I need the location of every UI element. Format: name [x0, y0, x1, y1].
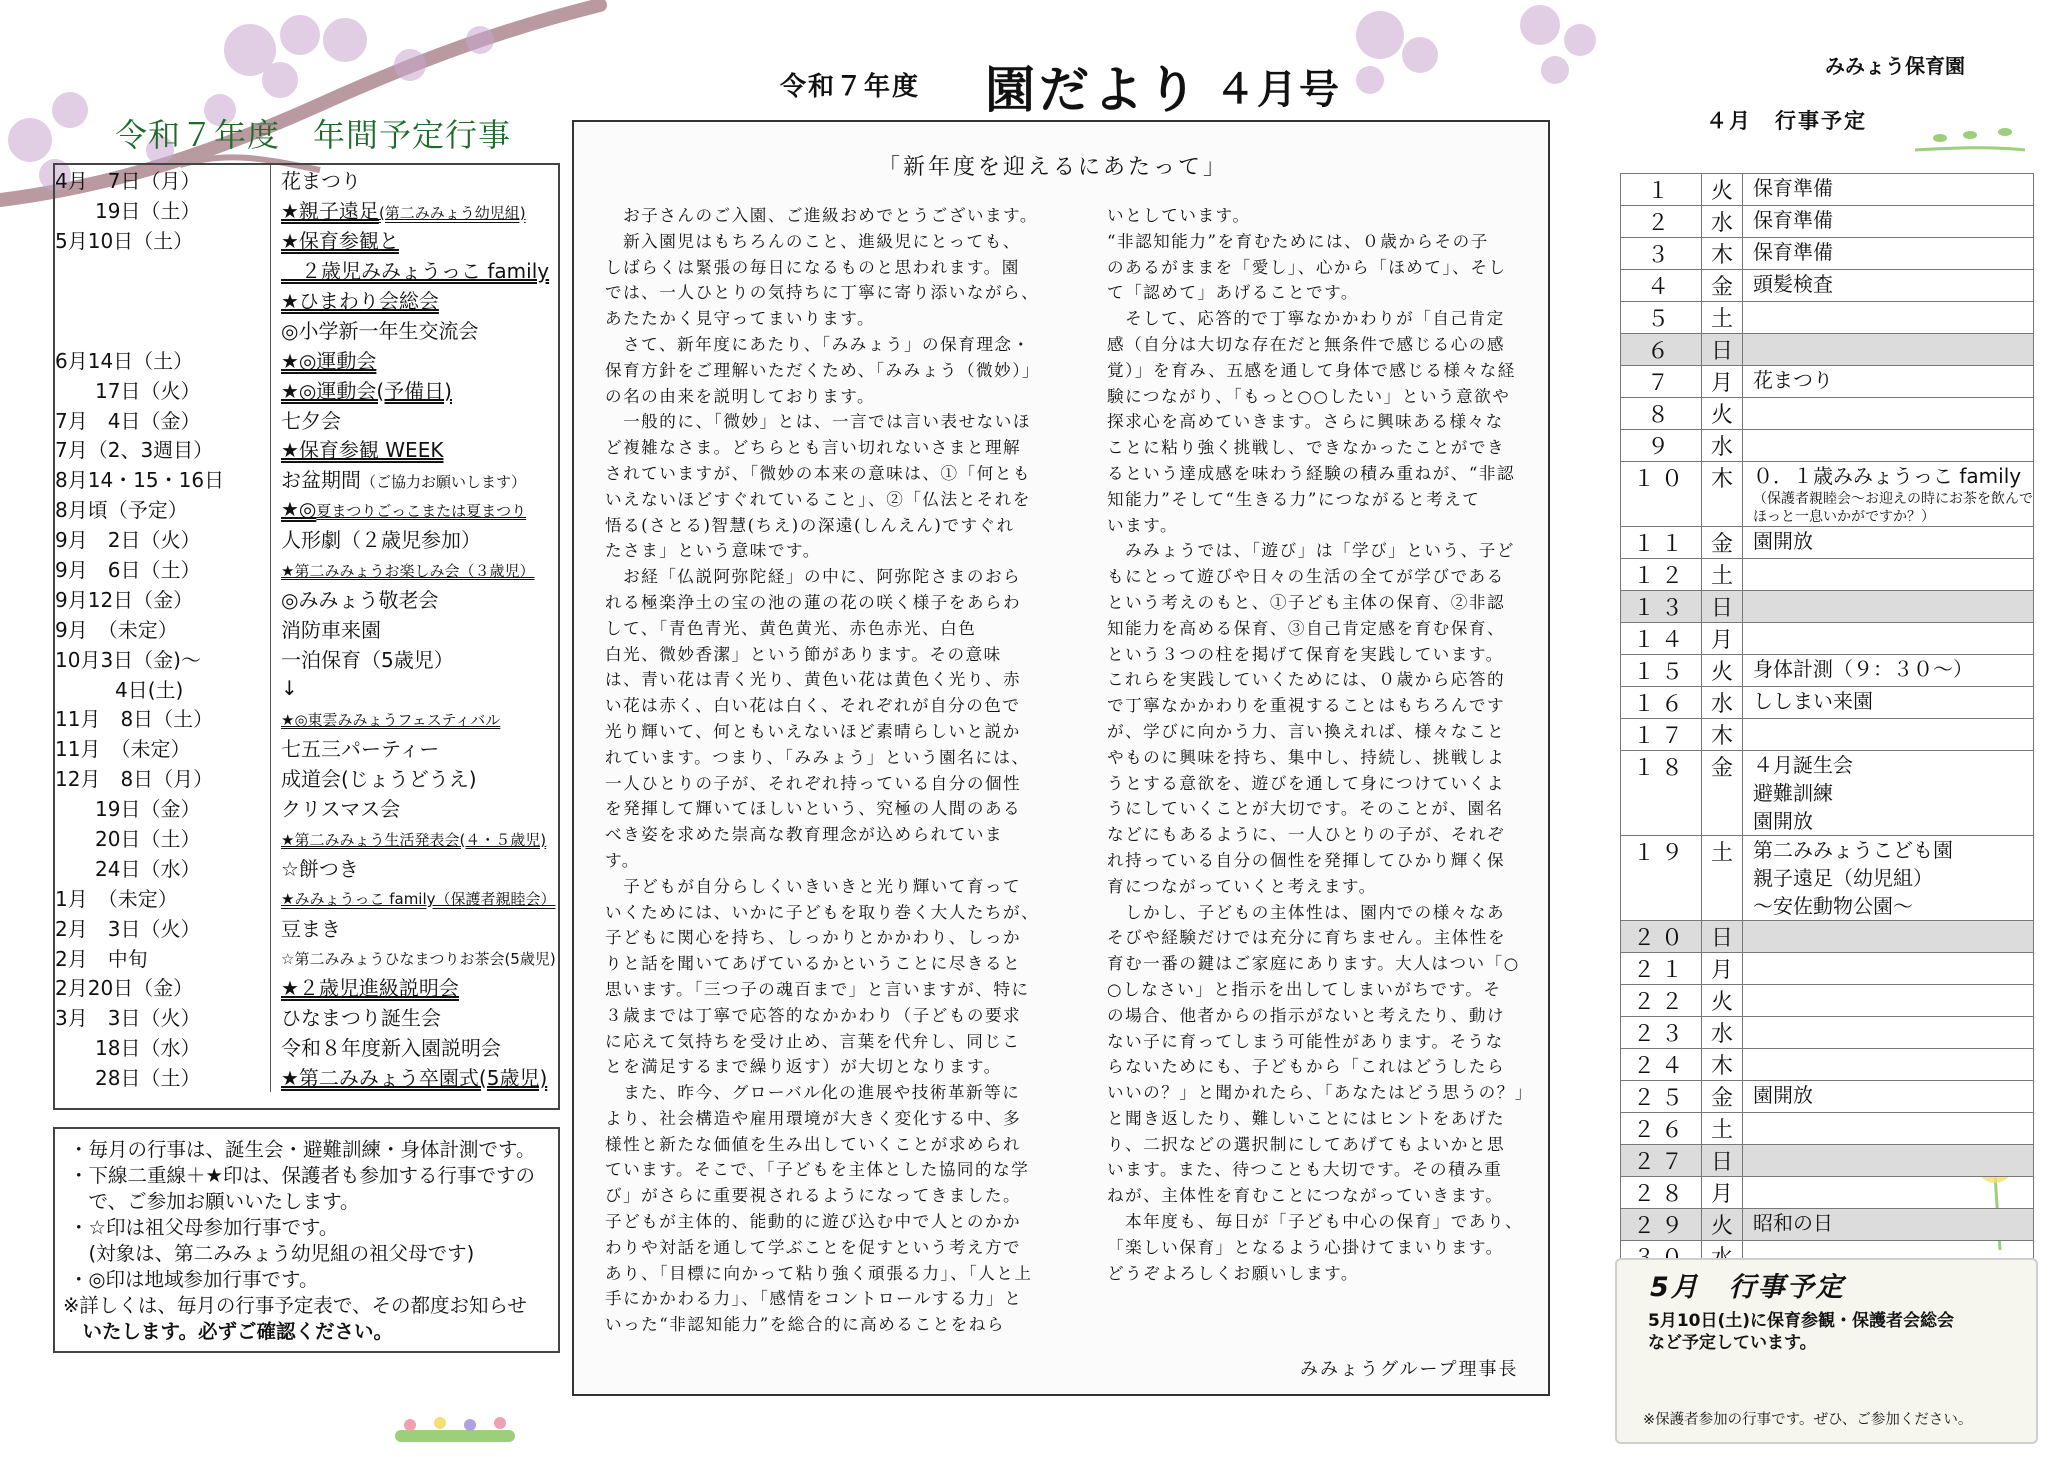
annual-row — [55, 1062, 558, 1092]
annual-event: ★保育参観 WEEK — [281, 438, 444, 463]
april-day: １０ — [1621, 462, 1702, 527]
annual-event-cell — [271, 852, 559, 882]
april-event: 昭和の日 — [1753, 1211, 1833, 1235]
annual-date: 8月14・15・16日 — [55, 464, 271, 494]
april-event-cell — [1743, 687, 2034, 719]
april-day: ２３ — [1621, 1017, 1702, 1049]
annual-row — [55, 374, 558, 404]
annual-event: 花まつり — [281, 169, 361, 194]
april-weekday: 金 — [1702, 751, 1743, 836]
april-weekday: 木 — [1702, 238, 1743, 270]
april-row — [1621, 430, 2034, 462]
annual-row — [55, 583, 558, 613]
annual-date: 9月 2日（火） — [55, 524, 271, 554]
april-row — [1621, 591, 2034, 623]
annual-row — [55, 195, 558, 225]
annual-date: 19日（金） — [55, 793, 271, 823]
annual-row — [55, 434, 558, 464]
april-day: ２６ — [1621, 1113, 1702, 1145]
april-weekday: 土 — [1702, 302, 1743, 334]
april-day: ２ — [1621, 206, 1702, 238]
annual-event: ★２歳児進級説明会 — [281, 976, 459, 1001]
april-row — [1621, 527, 2034, 559]
annual-date: 10月3日（金)～ — [55, 643, 271, 673]
april-weekday: 土 — [1702, 1113, 1743, 1145]
sprout-illustration — [1910, 120, 2030, 170]
annual-date: 4日(土) — [55, 673, 271, 703]
april-day: ８ — [1621, 398, 1702, 430]
annual-event: ★第二みみょう卒園式(5歳児) — [281, 1066, 548, 1091]
april-event-cell — [1743, 921, 2034, 953]
april-event: 園開放 — [1753, 1083, 1813, 1107]
april-row — [1621, 687, 2034, 719]
annual-date: 8月頃（予定） — [55, 494, 271, 524]
april-event-cell — [1743, 462, 2034, 527]
april-weekday: 月 — [1702, 623, 1743, 655]
annual-row — [55, 912, 558, 942]
april-event-cell — [1743, 985, 2034, 1017]
april-event: 園開放 — [1753, 529, 1813, 553]
annual-date — [55, 255, 271, 285]
april-day: ２８ — [1621, 1177, 1702, 1209]
annual-event: ひなまつり誕生会 — [281, 1006, 441, 1031]
april-day: ３ — [1621, 238, 1702, 270]
annual-event: ★第二みみょう生活発表会(４・５歳児) — [281, 830, 547, 849]
may-body-line: など予定しています。 — [1648, 1333, 1817, 1353]
annual-event-cell — [271, 583, 559, 613]
annual-row — [55, 823, 558, 853]
annual-event: ★◎運動会(予備日) — [281, 378, 452, 403]
april-row — [1621, 1017, 2034, 1049]
notes-box — [53, 1127, 560, 1353]
april-weekday: 金 — [1702, 1081, 1743, 1113]
annual-date: 7月（2、3週目） — [55, 434, 271, 464]
april-weekday: 月 — [1702, 1177, 1743, 1209]
april-day: １２ — [1621, 559, 1702, 591]
annual-date: 2月20日（金） — [55, 972, 271, 1002]
april-weekday: 日 — [1702, 1145, 1743, 1177]
april-row — [1621, 836, 2034, 921]
annual-row — [55, 554, 558, 584]
note-line: で、ご参加お願いいたします。 — [69, 1190, 360, 1213]
april-weekday: 水 — [1702, 206, 1743, 238]
april-row — [1621, 559, 2034, 591]
april-day: ２１ — [1621, 953, 1702, 985]
annual-row — [55, 165, 558, 195]
article-heading: 「新年度を迎えるにあたって」 — [878, 155, 1229, 180]
annual-event: ★親子遠足 — [281, 199, 379, 224]
annual-event-cell — [271, 1062, 559, 1092]
annual-row — [55, 285, 558, 315]
annual-event: お盆期間 — [281, 468, 361, 493]
annual-row — [55, 733, 558, 763]
annual-event-cell — [271, 225, 559, 255]
april-weekday: 火 — [1702, 985, 1743, 1017]
annual-event-cell — [271, 255, 559, 285]
annual-event: ★◎運動会 — [281, 348, 377, 373]
annual-event: 豆まき — [281, 916, 341, 941]
annual-event-extra: （ご協力お願いします） — [361, 473, 527, 492]
annual-date: 11月 （未定） — [55, 733, 271, 763]
april-row — [1621, 174, 2034, 206]
blossom-illustration — [1340, 0, 1640, 110]
annual-date: 6月14日（土） — [55, 344, 271, 374]
annual-event: 成道会(じょうどうえ) — [281, 767, 477, 792]
april-day: ２５ — [1621, 1081, 1702, 1113]
annual-row — [55, 673, 558, 703]
annual-date: 5月10日（土） — [55, 225, 271, 255]
annual-date: 2月 中旬 — [55, 942, 271, 972]
april-row — [1621, 334, 2034, 366]
annual-event-cell — [271, 823, 559, 853]
april-day: ２０ — [1621, 921, 1702, 953]
april-row — [1621, 302, 2034, 334]
april-weekday: 土 — [1702, 836, 1743, 921]
annual-event: ◎小学新一年生交流会 — [281, 318, 479, 343]
april-row — [1621, 206, 2034, 238]
annual-event: クリスマス会 — [281, 797, 401, 822]
april-row — [1621, 953, 2034, 985]
april-day: １ — [1621, 174, 1702, 206]
annual-row — [55, 852, 558, 882]
annual-event-cell — [271, 673, 559, 703]
may-note: ※保護者参加の行事です。ぜひ、ご参加ください。 — [1643, 1412, 1973, 1428]
april-event: ０．１歳みみょうっこ family — [1753, 464, 2022, 488]
annual-row — [55, 942, 558, 972]
annual-event-cell — [271, 942, 559, 972]
april-event-cell — [1743, 398, 2034, 430]
april-weekday: 土 — [1702, 559, 1743, 591]
annual-row — [55, 1002, 558, 1032]
annual-event-cell — [271, 285, 559, 315]
annual-row — [55, 613, 558, 643]
annual-date: 28日（土） — [55, 1062, 271, 1092]
annual-date: 1月 （未定） — [55, 882, 271, 912]
april-event: ４月誕生会 避難訓練 園開放 — [1753, 753, 1853, 833]
annual-row — [55, 793, 558, 823]
annual-row — [55, 972, 558, 1002]
annual-event-cell — [271, 1002, 559, 1032]
april-event-cell — [1743, 953, 2034, 985]
may-schedule-title: 5月 行事予定 — [1650, 1272, 1845, 1303]
april-row — [1621, 1049, 2034, 1081]
april-day: ２７ — [1621, 1145, 1702, 1177]
april-day: ２２ — [1621, 985, 1702, 1017]
annual-date: 24日（水） — [55, 852, 271, 882]
school-name: みみょう保育園 — [1825, 54, 1965, 78]
april-event: ししまい来園 — [1753, 689, 1873, 713]
april-row — [1621, 270, 2034, 302]
april-weekday: 火 — [1702, 1209, 1743, 1241]
april-event-note: （保護者親睦会～お迎えの時にお茶を飲んでほっと一息いかがですか？） — [1753, 491, 2033, 525]
april-row — [1621, 623, 2034, 655]
annual-event-cell — [271, 344, 559, 374]
april-event-cell — [1743, 719, 2034, 751]
april-row — [1621, 398, 2034, 430]
april-schedule-table — [1620, 173, 2034, 1302]
annual-event-cell — [271, 524, 559, 554]
page-title: 園だより — [985, 61, 1201, 119]
annual-event: 令和８年度新入園説明会 — [281, 1036, 501, 1061]
annual-date: 18日（水） — [55, 1032, 271, 1062]
april-event-cell — [1743, 623, 2034, 655]
annual-event-cell — [271, 464, 559, 494]
annual-event-cell — [271, 882, 559, 912]
april-weekday: 水 — [1702, 687, 1743, 719]
april-row — [1621, 462, 2034, 527]
note-line: ・下線二重線＋★印は、保護者も参加する行事ですの — [69, 1164, 535, 1187]
april-event-cell — [1743, 302, 2034, 334]
note-line: (対象は、第二みみょう幼児組の祖父母です) — [69, 1242, 475, 1265]
april-event: 保育準備 — [1753, 208, 1833, 232]
annual-date: 9月 （未定） — [55, 613, 271, 643]
april-row — [1621, 655, 2034, 687]
april-event-cell — [1743, 1017, 2034, 1049]
april-event-cell — [1743, 430, 2034, 462]
annual-date — [55, 285, 271, 315]
annual-event-cell — [271, 374, 559, 404]
april-weekday: 火 — [1702, 655, 1743, 687]
april-day: １７ — [1621, 719, 1702, 751]
april-day: ７ — [1621, 366, 1702, 398]
annual-event: ★第二みみょうお楽しみ会（３歳児） — [281, 561, 535, 580]
annual-event: ★ひまわり会総会 — [281, 289, 439, 313]
annual-event: ☆第二みみょうひなまつりお茶会(5歳児) — [281, 950, 556, 969]
annual-event: ↓ — [281, 676, 298, 701]
annual-event: 人形劇（２歳児参加） — [281, 528, 481, 553]
april-day: ４ — [1621, 270, 1702, 302]
april-day: ５ — [1621, 302, 1702, 334]
annual-event-cell — [271, 195, 559, 225]
april-event-cell — [1743, 270, 2034, 302]
april-weekday: 水 — [1702, 430, 1743, 462]
flowers-illustration — [385, 1405, 525, 1455]
april-weekday: 日 — [1702, 921, 1743, 953]
april-event-cell — [1743, 174, 2034, 206]
april-row — [1621, 1113, 2034, 1145]
april-day: １１ — [1621, 527, 1702, 559]
annual-row — [55, 882, 558, 912]
april-event: 頭髪検査 — [1753, 272, 1833, 296]
april-row — [1621, 719, 2034, 751]
april-event-cell — [1743, 559, 2034, 591]
annual-event-cell — [271, 404, 559, 434]
april-day: ６ — [1621, 334, 1702, 366]
annual-date: 3月 3日（火） — [55, 1002, 271, 1032]
april-event-cell — [1743, 655, 2034, 687]
april-weekday: 木 — [1702, 719, 1743, 751]
note-line: ・☆印は祖父母参加行事です。 — [69, 1216, 339, 1239]
annual-row — [55, 464, 558, 494]
april-event: 第二みみょうこども園 親子遠足（幼児組） ～安佐動物公園～ — [1753, 838, 1953, 918]
annual-date: 11月 8日（土） — [55, 703, 271, 733]
april-row — [1621, 921, 2034, 953]
april-event-cell — [1743, 206, 2034, 238]
annual-event-cell — [271, 554, 559, 584]
annual-event: ★◎東雲みみょうフェスティバル — [281, 710, 501, 729]
april-row — [1621, 751, 2034, 836]
april-event-cell — [1743, 238, 2034, 270]
april-weekday: 木 — [1702, 462, 1743, 527]
annual-event: 七五三パーティー — [281, 737, 440, 762]
annual-event-cell — [271, 912, 559, 942]
annual-row — [55, 494, 558, 524]
annual-date: 20日（土） — [55, 823, 271, 853]
april-day: ９ — [1621, 430, 1702, 462]
april-event: 保育準備 — [1753, 240, 1833, 264]
april-day: １９ — [1621, 836, 1702, 921]
april-event-cell — [1743, 836, 2034, 921]
annual-date: 9月 6日（土） — [55, 554, 271, 584]
april-event: 保育準備 — [1753, 176, 1833, 200]
annual-event: ☆餅つき — [281, 856, 359, 881]
article-column-2: いとしています。 “非認知能力”を育むためには、０歳からその子 のあるがままを「愛し」、心から「ほめて」、そし て「認めて」あげることです。 そして、応答的で丁寧なかかわりが「自己肯定 感（自分は大切な存在だと無条件で感じる心の感 覚）」を育み、五感を通して身体で感じる様々な経 験につながり、「もっと○○したい」という意欲や 探求心を高めていきます。さらに興味ある様々な ことに粘り強く挑戦し、できなかったことができ るという達成感を味わう経験の積み重ねが、“非認 知能力”そして“生きる力”につながると考えて います。 みみょうでは、「遊び」は「学び」という、子ど もにとって遊びや日々の生活の全てが学びである という考えのもと、①子ども主体の保育、②非認 知能力を高める保育、③自己肯定感を育む保育、 という３つの柱を掲げて保育を実践しています。 これらを実践していくためには、０歳から応答的 で丁寧なかかわりを重視することはもちろんです が、学びに向かう力、言い換えれば、様々なこと やものに興味を持ち、集中し、持続し、挑戦しよ うとする意欲を、遊びを通して身につけていくよ うにしていくことが大切です。そのことが、園名 などにもあるように、一人ひとりの子が、それぞ れ持っている自分の個性を発揮してひかり輝く保 育につながっていくと考えます。 しかし、子どもの主体性は、園内での様々なあ そびや経験だけでは充分に育ちません。主体性を 育む一番の鍵はご家庭にあります。大人はつい「○ ○しなさい」と指示を出してしまいがちです。そ の場合、他者からの指示がないと考えたり、動け ない子に育ってしまう可能性があります。そうな らないためにも、子どもから「これはどうしたら いいの？」と聞かれたら、「あなたはどう思うの？」 と聞き返したり、難しいことにはヒントをあげた り、二択などの選択制にしてあげてもよいかと思 います。また、待つことも大切です。その積み重 ねが、主体性を育むことにつながっていきます。 本年度も、毎日が「子ども中心の保育」であり、 「楽しい保育」となるよう心掛けてまいります。 どうぞよろしくお願いします。 — [1107, 206, 1533, 1283]
annual-row — [55, 1032, 558, 1062]
annual-event-cell — [271, 1032, 559, 1062]
april-schedule-title: ４月 行事予定 — [1706, 109, 1867, 133]
annual-event-cell — [271, 733, 559, 763]
april-weekday: 日 — [1702, 334, 1743, 366]
annual-event: 一泊保育（5歳児） — [281, 647, 454, 672]
annual-row — [55, 255, 558, 285]
april-event-cell — [1743, 527, 2034, 559]
april-event-cell — [1743, 751, 2034, 836]
april-weekday: 水 — [1702, 1017, 1743, 1049]
april-weekday: 月 — [1702, 953, 1743, 985]
annual-event: 七夕会 — [281, 408, 341, 433]
issue-label: ４月号 — [1215, 67, 1341, 113]
april-weekday: 日 — [1702, 591, 1743, 623]
april-event-cell — [1743, 334, 2034, 366]
annual-schedule-title: 令和７年度 年間予定行事 — [115, 116, 512, 154]
annual-event: ★みみょうっこ family（保護者親睦会） — [281, 890, 556, 909]
april-day: １４ — [1621, 623, 1702, 655]
april-day: ２９ — [1621, 1209, 1702, 1241]
april-event: 身体計測（９：３０～） — [1753, 657, 1973, 681]
april-event-cell — [1743, 1209, 2034, 1241]
article-signature: みみょうグループ理事長 — [1300, 1359, 1519, 1380]
annual-event-cell — [271, 165, 559, 195]
april-day: １６ — [1621, 687, 1702, 719]
april-day: ２４ — [1621, 1049, 1702, 1081]
april-event-cell — [1743, 1145, 2034, 1177]
annual-event-cell — [271, 613, 559, 643]
annual-event-extra: 夏まつりごっこまたは夏まつり — [316, 501, 527, 520]
april-day: １８ — [1621, 751, 1702, 836]
annual-event-cell — [271, 643, 559, 673]
april-row — [1621, 1209, 2034, 1241]
annual-event-cell — [271, 494, 559, 524]
note-line: いたします。必ずご確認ください。 — [63, 1320, 393, 1343]
annual-event-cell — [271, 763, 559, 793]
annual-event: ２歳児みみょうっこ family — [281, 259, 550, 284]
april-event-cell — [1743, 1177, 2034, 1209]
april-row — [1621, 1177, 2034, 1209]
april-event-cell — [1743, 366, 2034, 398]
note-line: ・◎印は地域参加行事です。 — [69, 1268, 319, 1291]
article-column-1: お子さんのご入園、ご進級おめでとうございます。 新入園児はもちろんのこと、進級児にとっても、 しばらくは緊張の毎日になるものと思われます。園 では、一人ひとりの気持ちに丁寧に寄り添いながら、 あたたかく見守ってまいります。 さて、新年度にあたり、「みみょう」の保育理念・ 保育方針をご理解いただくため、「みみょう（微妙）」 の名の由来を説明しております。 一般的に、「微妙」とは、一言では言い表せないほ ど複雑なさま。どちらとも言い切れないさまと理解 されていますが、「微妙の本来の意味は、①「何とも いえないほどすぐれていること」、②「仏法とそれを 悟る(さとる)智慧(ちえ)の深遠(しんえん)ですぐれ たさま」という意味です。 お経「仏説阿弥陀経」の中に、阿弥陀さまのおら れる極楽浄土の宝の池の蓮の花の咲く様子をあらわ して、「青色青光、黄色黄光、赤色赤光、白色 白光、微妙香潔」という節があります。その意味 は、青い花は青く光り、黄色い花は黄色く光り、赤 い花は赤く、白い花は白く、それぞれが自分の色で 光り輝いて、何ともいえないほど素晴らしいと説か れています。つまり、「みみょう」という園名には、 一人ひとりの子が、それぞれ持っている自分の個性 を発揮して輝いてほしいという、究極の人間のある べき姿を求めた崇高な教育理念が込められていま す。 子どもが自分らしくいきいきと光り輝いて育って いくためには、いかに子どもを取り巻く大人たちが、 子どもに関心を持ち、しっかりとかかわり、しっか りと話を聞いてあげているかということに尽きると 思います。「三つ子の魂百まで」と言いますが、特に ３歳までは丁寧で応答的なかかわり（子どもの要求 に応えて気持ちを受け止め、言葉を代弁し、同じこ とを満足するまで繰り返す）が大切となります。 また、昨今、グローバル化の進展や技術革新等に より、社会構造や雇用環境が大きく変化する中、多 様性と新たな価値を生み出していくことが求められ ています。そこで、「子どもを主体とした協同的な学 び」がさらに重要視されるようになってきました。 子どもが主体的、能動的に遊び込む中で人とのかか わりや対話を通して学ぶことを促すという考え方で あり、「目標に向かって粘り強く頑張る力」、「人と上 手にかかわる力」、「感情をコントロールする力」と いった“非認知能力”を総合的に高めることをねら — [605, 206, 1041, 1335]
april-day: １３ — [1621, 591, 1702, 623]
april-day: １５ — [1621, 655, 1702, 687]
april-weekday: 火 — [1702, 174, 1743, 206]
annual-row — [55, 763, 558, 793]
annual-event-extra: (第二みみょう幼児組) — [378, 204, 526, 223]
april-row — [1621, 238, 2034, 270]
april-weekday: 金 — [1702, 270, 1743, 302]
annual-row — [55, 524, 558, 554]
april-weekday: 火 — [1702, 398, 1743, 430]
april-weekday: 金 — [1702, 527, 1743, 559]
annual-date: 7月 4日（金） — [55, 404, 271, 434]
april-weekday: 木 — [1702, 1049, 1743, 1081]
annual-row — [55, 344, 558, 374]
annual-schedule-table — [53, 163, 560, 1110]
annual-row — [55, 404, 558, 434]
annual-event-cell — [271, 972, 559, 1002]
april-row — [1621, 366, 2034, 398]
annual-event: ★◎ — [281, 496, 317, 521]
annual-date: 19日（土） — [55, 195, 271, 225]
annual-date: 2月 3日（火） — [55, 912, 271, 942]
april-row — [1621, 1145, 2034, 1177]
april-row — [1621, 985, 2034, 1017]
annual-row — [55, 643, 558, 673]
annual-date: 17日（火） — [55, 374, 271, 404]
annual-event: ◎みみょう敬老会 — [281, 587, 439, 612]
annual-date: 9月12日（金） — [55, 583, 271, 613]
note-line: ・毎月の行事は、誕生会・避難訓練・身体計測です。 — [69, 1138, 536, 1161]
april-event-cell — [1743, 591, 2034, 623]
annual-row — [55, 225, 558, 255]
april-weekday: 月 — [1702, 366, 1743, 398]
april-event-cell — [1743, 1049, 2034, 1081]
header-nendo: 令和７年度 — [780, 72, 921, 102]
may-schedule-body — [1648, 1310, 1954, 1354]
annual-event-cell — [271, 703, 559, 733]
annual-date — [55, 314, 271, 344]
april-event: 花まつり — [1753, 368, 1833, 392]
annual-date: 12月 8日（月） — [55, 763, 271, 793]
may-body-line: 5月10日(土)に保育参観・保護者会総会 — [1648, 1311, 1955, 1331]
april-row — [1621, 1081, 2034, 1113]
annual-event-cell — [271, 793, 559, 823]
annual-row — [55, 314, 558, 344]
note-line: ※詳しくは、毎月の行事予定表で、その都度お知らせ — [63, 1294, 527, 1317]
annual-event-cell — [271, 314, 559, 344]
annual-event: ★保育参観と — [281, 229, 399, 254]
april-event-cell — [1743, 1081, 2034, 1113]
annual-date: 4月 7日（月） — [55, 165, 271, 195]
annual-event-cell — [271, 434, 559, 464]
annual-row — [55, 703, 558, 733]
annual-event: 消防車来園 — [281, 617, 381, 642]
april-event-cell — [1743, 1113, 2034, 1145]
